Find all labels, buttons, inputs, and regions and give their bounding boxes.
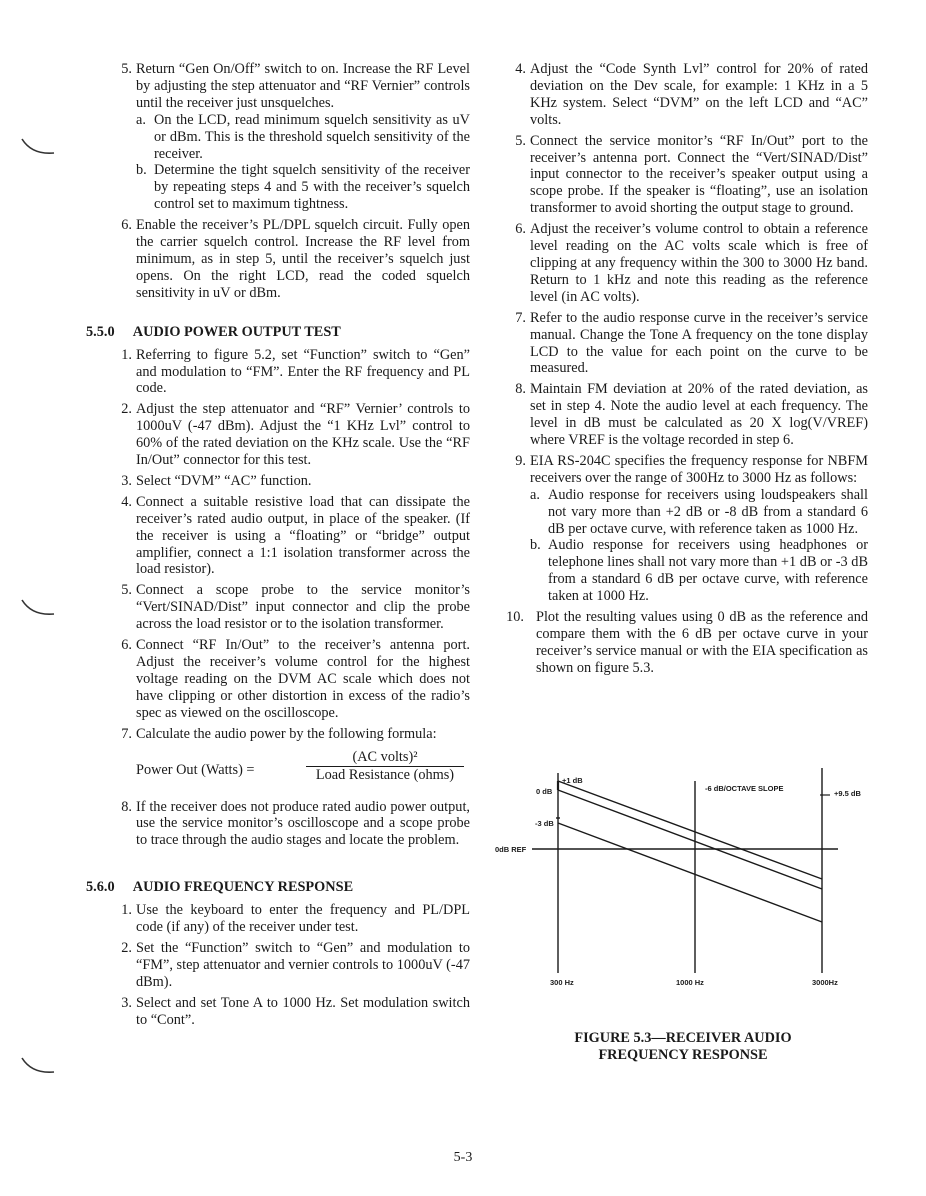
step-text: Referring to figure 5.2, set “Function” switch to “Gen” and modulation to “FM”. Enter the RF frequency and PL code. <box>136 346 470 397</box>
section-heading <box>86 324 470 341</box>
step-text: Connect a scope probe to the service monitor’s “Vert/SINAD/Dist” input connector and clip the probe across the load resistor or to the isolation transformer. <box>136 582 470 633</box>
sub-text: Determine the tight squelch sensitivity of the receiver by repeating steps 4 and 5 with the receiver’s squelch control set to maximum tightness. <box>154 162 470 213</box>
step-number: 6. <box>121 637 132 654</box>
step-number: 4. <box>515 61 526 77</box>
list-item <box>118 61 470 213</box>
margin-mark-3 <box>20 1054 56 1078</box>
step-number: 5. <box>121 582 132 599</box>
step-number: 5. <box>515 132 526 149</box>
step-number: 6. <box>121 217 132 234</box>
formula-numerator: (AC volts)² <box>306 749 464 768</box>
list-item <box>118 217 470 302</box>
step-text: Plot the resulting values using 0 dB as the reference and compare them with the 6 dB per octave curve in your receiver’s service manual or with the EIA specification as shown on figure 5.3. <box>536 609 868 676</box>
step-number: 3. <box>121 994 132 1011</box>
sub-text: Audio response for receivers using headphones or telephone lines shall not vary more than +1 dB or -3 dB from a standard 6 dB per octave curve, with reference taken at 1000 Hz. <box>548 537 868 605</box>
formula-lhs: Power Out (Watts) = <box>136 761 255 778</box>
step-text: Maintain FM deviation at 20% of the rated deviation, as set in step 4. Note the audio level at each frequency. The level in dB must be calculated as 20 X log(V/VREF) where VREF is the voltage recorded in step 6. <box>530 381 868 449</box>
frequency-response-figure <box>490 763 875 998</box>
step-text: Calculate the audio power by the following formula: <box>136 725 437 742</box>
list-item <box>118 637 470 722</box>
step-text: If the receiver does not produce rated audio power output, use the service monitor’s oscilloscope and a scope probe to trace through the audio stages and locate the problem. <box>136 798 470 849</box>
list-item <box>512 310 868 378</box>
sub-letter: b. <box>530 537 541 554</box>
list-item <box>512 381 868 449</box>
section-heading <box>86 879 470 896</box>
x-tick-1000hz: 1000 Hz <box>676 978 704 987</box>
step-text: Connect a suitable resistive load that can dissipate the receiver’s rated audio output, in place of the speaker. (If the receiver is using a “floating” or “bridge” output amplifier, connect a 1:1 isolation transformer across the load resistor). <box>136 493 470 578</box>
step-number: 1. <box>121 346 132 363</box>
list-item <box>512 61 868 129</box>
page-number: 5-3 <box>453 1150 473 1165</box>
list-item <box>512 221 868 306</box>
label-0db-ref: 0dB REF <box>495 845 527 854</box>
list-item <box>118 799 470 850</box>
step-number: 2. <box>121 939 132 956</box>
section-number: 5.5.0 <box>86 323 115 340</box>
list-item <box>118 940 470 991</box>
step-text: Enable the receiver’s PL/DPL squelch circuit. Fully open the carrier squelch control. Increase the RF level from minimum, as in step 5, until the receiver’s squelch just opens. On the right LCD, read the coded squelch sensitivity in uV or dBm. <box>136 217 470 301</box>
step-number: 5. <box>121 61 132 77</box>
power-formula <box>136 749 470 793</box>
step-text: Use the keyboard to enter the frequency and PL/DPL code (if any) of the receiver under test. <box>136 902 470 936</box>
label-slope: -6 dB/OCTAVE SLOPE <box>705 784 784 793</box>
section-title: AUDIO FREQUENCY RESPONSE <box>132 879 354 896</box>
margin-mark-2 <box>20 596 56 620</box>
step-number: 10. <box>506 609 524 626</box>
sub-letter: a. <box>530 486 540 503</box>
step-number: 3. <box>121 472 132 489</box>
nominal-slope-line <box>558 790 822 889</box>
step-text: Select and set Tone A to 1000 Hz. Set modulation switch to “Cont”. <box>136 994 470 1028</box>
list-item <box>512 133 868 218</box>
sub-text: On the LCD, read minimum squelch sensitivity as uV or dBm. This is the threshold squelch sensitivity of the receiver. <box>154 111 470 162</box>
label-right-db: +9.5 dB <box>834 789 861 798</box>
list-item <box>118 473 470 490</box>
step-text: Refer to the audio response curve in the receiver’s service manual. Change the Tone A frequency on the tone display LCD to the value for each point on the curve to be measured. <box>530 309 868 377</box>
section-number: 5.6.0 <box>86 879 115 896</box>
sub-letter: b. <box>136 162 147 179</box>
step-number: 6. <box>515 221 526 238</box>
x-tick-3000hz: 3000Hz <box>812 978 838 987</box>
step-text: Select “DVM” “AC” function. <box>136 472 312 489</box>
lower-limit-line <box>558 823 822 922</box>
sub-letter: a. <box>136 111 146 128</box>
label-0db: 0 dB <box>536 787 553 796</box>
step-number: 2. <box>121 401 132 418</box>
list-item <box>118 401 470 469</box>
section-title: AUDIO POWER OUTPUT TEST <box>132 323 341 340</box>
sub-item <box>530 537 868 605</box>
list-item <box>118 347 470 398</box>
step-number: 8. <box>515 381 526 398</box>
step-number: 8. <box>121 798 132 815</box>
step-text: EIA RS-204C specifies the frequency response for NBFM receivers over the range of 300Hz to 3000 Hz as follows: <box>530 452 868 486</box>
list-item <box>118 995 470 1029</box>
list-item <box>118 726 470 743</box>
step-number: 4. <box>121 493 132 510</box>
step-text: Return “Gen On/Off” switch to on. Increase the RF Level by adjusting the step attenuator and “RF Vernier” controls until the receiver just unsquelches. <box>136 61 470 111</box>
step-number: 9. <box>515 452 526 469</box>
step-text: Connect “RF In/Out” to the receiver’s antenna port. Adjust the receiver’s volume control for the highest voltage reading on the DVM AC scale which does not have clipping or other distortion in excess of the radio’s spec as viewed on the oscilloscope. <box>136 637 470 721</box>
x-tick-300hz: 300 Hz <box>550 978 574 987</box>
step-text: Adjust the receiver’s volume control to obtain a reference level reading on the AC volts scale which is free of clipping at any frequency within the 300 to 3000 Hz band. Return to 1 kHz and note this reading as the reference level (in AC volts). <box>530 221 868 305</box>
right-column <box>506 61 868 681</box>
upper-limit-line <box>558 781 822 879</box>
sub-text: Audio response for receivers using loudspeakers shall not vary more than +2 dB or -8 dB from a standard 6 dB per octave curve, with reference taken as 1000 Hz. <box>548 486 868 537</box>
label-minus3db: -3 dB <box>535 819 554 828</box>
step-text: Set the “Function” switch to “Gen” and modulation to “FM”, step attenuator and vernier controls to 1000uV (-47 dBm). <box>136 939 470 990</box>
list-item <box>118 582 470 633</box>
sub-item <box>530 487 868 538</box>
step-number: 7. <box>515 309 526 326</box>
step-text: Adjust the step attenuator and “RF” Vernier’ controls to 1000uV (-47 dBm). Adjust the “1 KHz Lvl” control to 60% of the rated deviation on the KHz scale. Use the “RF In/Out” connector for this test. <box>136 401 470 469</box>
sub-item <box>136 112 470 163</box>
sub-item <box>136 162 470 213</box>
list-item <box>506 609 868 677</box>
step-number: 1. <box>121 902 132 919</box>
step-number: 7. <box>121 725 132 742</box>
step-text: Adjust the “Code Synth Lvl” control for 20% of rated deviation on the Dev scale, for example: 1 KHz in a 5 KHz system. Select “DVM” on the left LCD and “AC” volts. <box>530 61 868 128</box>
label-plus1db: +1 dB <box>562 776 583 785</box>
caption-line: FREQUENCY RESPONSE <box>598 1047 768 1063</box>
list-item <box>118 494 470 579</box>
left-column <box>86 61 470 1033</box>
formula-denominator: Load Resistance (ohms) <box>315 767 455 784</box>
list-item <box>512 453 868 605</box>
step-text: Connect the service monitor’s “RF In/Out” port to the receiver’s antenna port. Connect the “Vert/SINAD/Dist” input connector to the receiver’s speaker output using a scope probe. If the speaker is “floating”, use an isolation transformer to avoid shorting the output stage to ground. <box>530 132 868 217</box>
caption-line: FIGURE 5.3—RECEIVER AUDIO <box>574 1030 792 1046</box>
list-item <box>118 902 470 936</box>
margin-mark-1 <box>20 135 56 159</box>
formula-fraction <box>306 749 464 785</box>
figure-caption <box>520 1030 846 1064</box>
